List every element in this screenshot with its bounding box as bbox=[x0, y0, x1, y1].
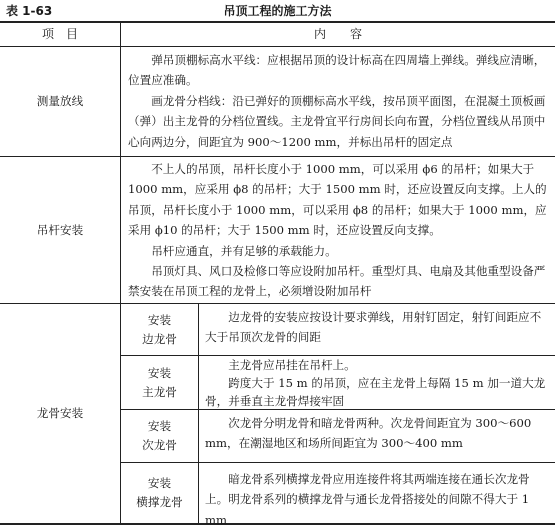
paragraph: 暗龙骨系列横撑龙骨应用连接件将其两端连接在通长次龙骨上。明龙骨系列的横撑龙骨与通长龙骨搭接处的间隙不得大于 1 mm bbox=[205, 472, 530, 527]
row-content-hanger bbox=[128, 159, 550, 302]
subrow-label-line-1: 安装 bbox=[147, 312, 172, 327]
paragraph: 吊杆应通直，并有足够的承载能力。 bbox=[151, 243, 337, 258]
subrow-label-secondary-keel bbox=[121, 410, 198, 462]
paragraph: 吊顶灯具、风口及检修口等应设附加吊杆。重型灯具、电扇及其他重型设备严禁安装在吊顶工程的龙骨上，必须增设附加吊杆 bbox=[128, 264, 546, 299]
subrow-label-main-keel bbox=[121, 356, 198, 409]
subrow-label-line-1: 安装 bbox=[147, 476, 172, 490]
paragraph: 弹吊顶棚标高水平线：应根据吊顶的设计标高在四周墙上弹线。弹线应清晰，位置应准确。 bbox=[128, 53, 546, 88]
paragraph: 画龙骨分档线：沿已弹好的顶棚标高水平线，按吊顶平面图，在混凝土顶板画（弹）出主龙骨的分档位置线。主龙骨宜平行房间长向布置，分档位置线从吊顶中心向两边分，间距宜为 900～1200 mm，并标出吊杆的固定点 bbox=[128, 93, 546, 149]
subrow-label-line-2: 主龙骨 bbox=[142, 384, 177, 399]
header-content: 内 容 bbox=[313, 27, 362, 42]
paragraph: 次龙骨分明龙骨和暗龙骨两种。次龙骨间距宜为 300～600 mm，在潮湿地区和场所间距宜为 300～400 mm bbox=[205, 416, 532, 451]
row-item-hanger: 吊杆安装 bbox=[36, 222, 84, 237]
row-item-survey: 测量放线 bbox=[36, 94, 84, 109]
subrow-label-line-2: 横撑龙骨 bbox=[136, 495, 183, 509]
paragraph: 主龙骨应吊挂在吊杆上。 bbox=[228, 358, 356, 372]
subrow-label-line-1: 安装 bbox=[147, 365, 172, 380]
header-item: 项 目 bbox=[41, 27, 78, 42]
table-title: 吊顶工程的施工方法 bbox=[223, 4, 332, 18]
paragraph: 跨度大于 15 m 的吊顶，应在主龙骨上每隔 15 m 加一道大龙骨，并垂直主龙骨焊接牢固 bbox=[205, 376, 546, 409]
subrow-label-line-2: 边龙骨 bbox=[142, 331, 177, 346]
subcolumn-divider bbox=[198, 303, 199, 524]
table-number: 表 1-63 bbox=[6, 4, 53, 18]
subrow-content-secondary-keel bbox=[205, 413, 551, 454]
subrow-label-cross-keel bbox=[121, 463, 198, 523]
row-item-keel: 龙骨安装 bbox=[36, 406, 84, 421]
paragraph: 边龙骨的安装应按设计要求弹线，用射钉固定，射钉间距应不大于吊顶次龙骨的间距 bbox=[205, 310, 542, 345]
subrow-content-main-keel bbox=[205, 356, 551, 411]
table-caption bbox=[0, 0, 555, 18]
paragraph: 不上人的吊顶，吊杆长度小于 1000 mm，可以采用 ϕ6 的吊杆；如果大于1000 mm，应采用 ϕ8 的吊杆；大于 1500 mm 时，还应设置反向支撑。上人的吊顶，吊杆长度小于 1000 mm，可以采用 ϕ8 的吊杆；如果大于 1000 mm，应采用 ϕ10 的吊杆；大于 1500 mm 时，还应设置反向支撑。 bbox=[128, 162, 547, 238]
subrow-content-edge-keel bbox=[205, 307, 551, 348]
subrow-content-cross-keel bbox=[205, 469, 551, 530]
subrow-label-line-2: 次龙骨 bbox=[142, 438, 177, 452]
row-content-survey bbox=[128, 50, 550, 152]
subrow-label-line-1: 安装 bbox=[147, 419, 172, 433]
subrow-label-edge-keel bbox=[121, 304, 198, 355]
